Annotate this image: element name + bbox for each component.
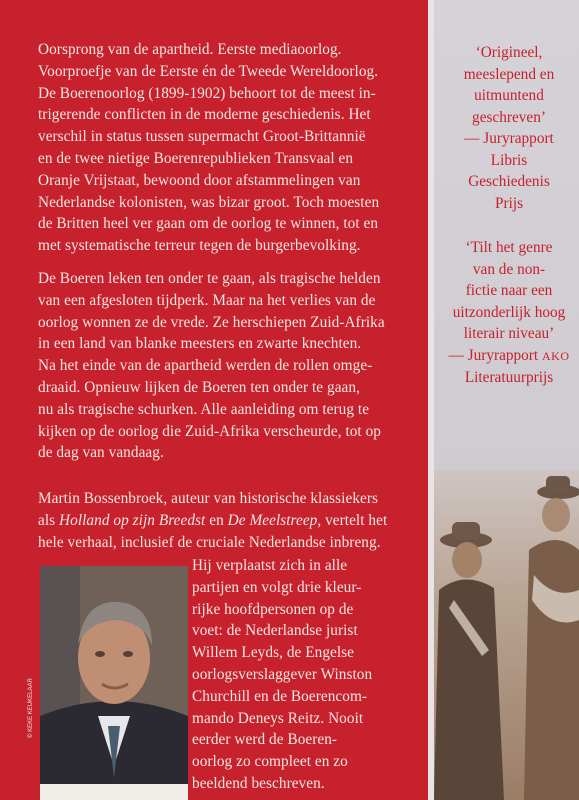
quote-line: uitmuntend bbox=[474, 87, 544, 104]
quote-libris bbox=[448, 42, 570, 214]
book-title: Holland op zijn Breedst bbox=[59, 511, 206, 529]
text-line: en de twee nietige Boerenrepublieken Transvaal en bbox=[38, 149, 354, 167]
quote-ako bbox=[446, 237, 572, 389]
historical-photo bbox=[434, 470, 579, 800]
quote-line: literair niveau’ bbox=[463, 325, 555, 342]
photo-credit: © KEKE KEUKELAAR bbox=[28, 678, 34, 738]
text-line: Churchill en de Boerencom- bbox=[192, 687, 368, 705]
award-name: AKO bbox=[541, 348, 570, 363]
quote-line: ‘Origineel, bbox=[475, 44, 543, 61]
text-line: beeldend beschreven. bbox=[192, 774, 325, 792]
paragraph-boers bbox=[38, 268, 423, 464]
text-line: Oranje Vrijstaat, bewoond door afstammelingen van bbox=[38, 171, 361, 189]
text-line: de dag van vandaag. bbox=[38, 444, 164, 462]
quote-line: geschreven’ bbox=[472, 108, 546, 126]
quote-attribution: Geschiedenis bbox=[468, 173, 550, 190]
author-photo bbox=[40, 566, 188, 784]
quote-attribution: Literatuurprijs bbox=[464, 369, 554, 386]
text-line: in een land van blanke meesters en zwarte knechten. bbox=[38, 335, 362, 353]
text-line: eerder werd de Boeren- bbox=[192, 731, 338, 749]
text-line: mando Deneys Reitz. Nooit bbox=[192, 709, 364, 727]
quote-line: ‘Tilt het genre bbox=[465, 239, 553, 256]
text-line: oorlog wonnen ze de vrede. Ze herschiepen Zuid-Afrika bbox=[38, 313, 385, 331]
text-line: Na het einde van de apartheid werden de rollen omge- bbox=[38, 357, 373, 375]
text-line: Nederlandse kolonisten, was bizar groot. Toch moesten bbox=[38, 193, 380, 211]
quote-line: uitzonderlijk hoog bbox=[452, 303, 566, 321]
text-line: verschil in status tussen supermacht Groot-Brittannië bbox=[38, 128, 366, 146]
text-line: oorlogsverslaggever Winston bbox=[192, 665, 373, 683]
text-fragment: , vertelt het bbox=[317, 511, 388, 529]
quote-attribution: Libris bbox=[490, 151, 528, 169]
book-title: De Meelstreep bbox=[227, 511, 318, 529]
paragraph-intro bbox=[38, 39, 423, 257]
quote-attribution: — Juryrapport bbox=[464, 130, 554, 147]
text-line: Martin Bossenbroek, auteur van historische klassiekers bbox=[38, 490, 379, 507]
attribution-text: — Juryrapport bbox=[448, 346, 542, 364]
text-line: met systematische terreur tegen de burgerbevolking. bbox=[38, 237, 361, 255]
text-fragment: als bbox=[38, 511, 60, 529]
paragraph-author bbox=[38, 488, 423, 553]
text-line: Willem Leyds, de Engelse bbox=[192, 644, 355, 662]
text-line: hele verhaal, inclusief de cruciale Nederlandse inbreng. bbox=[38, 533, 381, 551]
text-line: trigerende conflicten in de moderne geschiedenis. Het bbox=[38, 106, 371, 124]
text-line: Voorproefje van de Eerste én de Tweede Wereldoorlog. bbox=[38, 62, 379, 80]
quote-line: meeslepend en bbox=[463, 65, 555, 83]
quote-line: van de non- bbox=[472, 260, 546, 278]
text-line: De Boerenoorlog (1899-1902) behoort tot de meest in- bbox=[38, 84, 376, 102]
text-line: draaid. Opnieuw lijken de Boeren ten onder te gaan, bbox=[38, 378, 360, 396]
paragraph-characters bbox=[192, 555, 424, 795]
quote-attribution bbox=[446, 345, 572, 368]
text-line: voet: de Nederlandse jurist bbox=[192, 622, 358, 640]
text-line: rijke hoofdpersonen op de bbox=[192, 600, 354, 618]
text-line: De Boeren leken ten onder te gaan, als tragische helden bbox=[38, 270, 381, 287]
text-line: van een afgesloten tijdperk. Maar na het verlies van de bbox=[38, 291, 376, 309]
text-line: de Britten heel ver gaan om de oorlog te winnen, tot en bbox=[38, 215, 379, 233]
text-line: nu als tragische schurken. Alle aanleiding om terug te bbox=[38, 400, 370, 418]
text-line: Hij verplaatst zich in alle bbox=[192, 557, 348, 574]
text-line: kijken op de oorlog die Zuid-Afrika verscheurde, tot op bbox=[38, 422, 382, 440]
bottom-strip bbox=[40, 784, 188, 800]
text-line: partijen en volgt drie kleur- bbox=[192, 578, 362, 596]
quote-attribution: Prijs bbox=[494, 194, 524, 212]
text-fragment: en bbox=[205, 511, 228, 529]
quote-line: fictie naar een bbox=[465, 282, 553, 299]
text-line: Oorsprong van de apartheid. Eerste mediaoorlog. bbox=[38, 41, 342, 58]
text-line bbox=[38, 510, 423, 532]
text-line: oorlog zo compleet en zo bbox=[192, 753, 348, 771]
